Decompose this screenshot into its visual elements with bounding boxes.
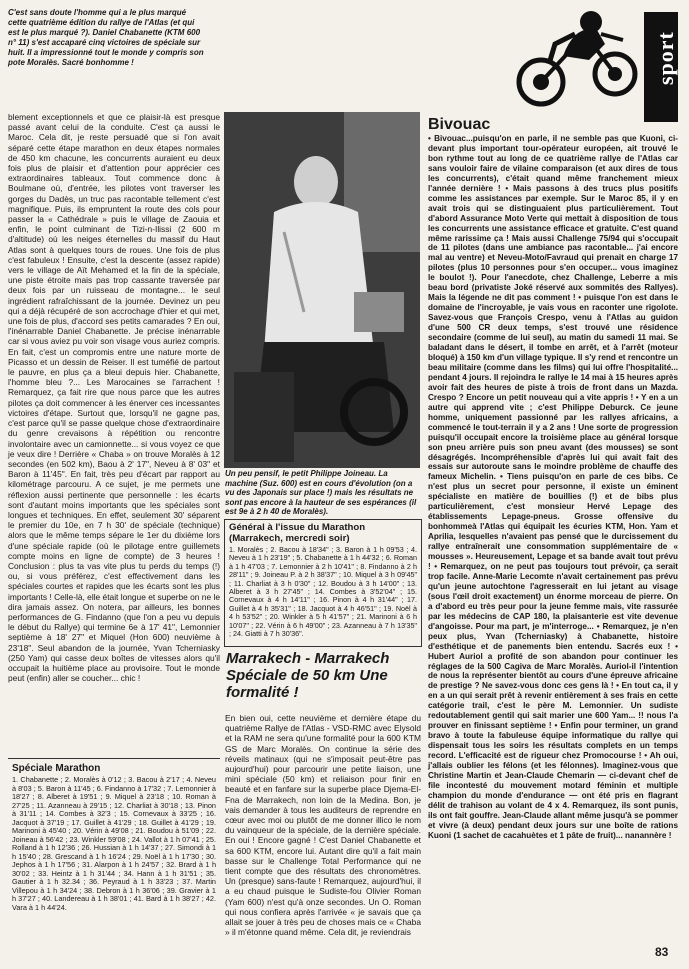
motorcycle-illustration (505, 4, 643, 114)
special-box-body: 1. Chabanette ; 2. Moralès à 0'12 ; 3. Bacou à 2'17 ; 4. Neveu à 8'03 ; 5. Baron à 11'45 ; 6. Findanno à 17'32 ; 7. Lemonnier à 18'27 ; 8. Alberet à 19'51 ; 9. Miquel à 23'18 ; 10. Roman à 27'25 ; 11. Azanneau à 29'15 ; 12. Charliat à 30'18 ; 13. Pinon à 31'11 ; 14. Combes à 32'3 ; 15. Cornevaux à 33'25 ; 16. Jacquot à 37'19 ; 17. Guillet à 41'29 ; 18. Guillet à 41'29 ; 19. Marinoni à 45'40 ; 20. Vérin à 49'08 ; 21. Boudou à 51'09 ; 22. Joineau à 56'42 ; 23. Winkler 59'08 ; 24. Vallot à 1 h 07'41 ; 25. Rolland à 1 h 12'36 ; 26. Hussian à 1 h 14'37 ; 27. Simondi à 1 h 15'40 ; 28. Grescand à 1 h 16'24 ; 29. Noël à 1 h 17'30 ; 30. Jephos à 1 h 17'56 ; 31. Alarpon à 1 h 24'57 ; 32. Brard à 1 h 30'02 ; 33. Heintz à 1 h 31'44 ; 34. Hann à 1 h 31'51 ; 35. Gautier à 1 h 32.34 ; 36. Peyraud à 1 h 33'23 ; 37. Martin Villepou à 1 h 34'24 ; 38. Debron à 1 h 36'06 ; 39. Gravier à 1 h 37'27 ; 40. Landereau à 1 h 38'01 ; 41. Bard à 1 h 38'27 ; 42. Vara à 1 h 44'24. (12, 775, 216, 912)
page-number: 83 (655, 945, 669, 959)
special-marathon-box (8, 758, 220, 969)
left-column-text (8, 112, 220, 683)
marathon-standings-box (224, 519, 422, 647)
right-column-text (428, 134, 678, 841)
rider-photo (224, 112, 420, 468)
body-paragraph: blement exceptionnels et que ce plaisir-là est presque passé avant celui de la conduite. C'est ça aussi le Maroc. Cela dit, je reste persuadé que si l'on avait séparé cette étape marathon en deux étapes normales de 450 km chacune, les concurrents auraient eu deux fois plus de plaisir et d'attention pour apprécier ces extraordinaires tableaux. Tout commence donc à Boulmane où, d'entrée, les pilotes vont traverser les gorges du Dadès, un truc pas racontable tellement c'est magnifique. Puis, ils empruntent la route des cols pour passer la « Cathédrale » puis le village de Zaouia et enfin, le point culminant de Tizi-n-Ilissi (2 600 m d'altitude) où les neiges éternelles du massif du Haut Atlas sont à quelques tours de roues. Une fois de plus c'est fabuleux ! Ensuite, c'est la descente (assez rapide) vers le village de Aït Mehamed et la fin de la spéciale, une piste étroite mais pas trop cassante traversée par deux fois par un ruisseau de montagne... le seul ingrédient rafraîchissant de la journée. Devinez un peu qui a déjà récupéré de son accrochage d'hier et qui met, une fois de plus, d'accord ses petits camarades ? En oui, l'inénarrable Daniel Chabanette. Je précise inénarrable car si vous aviez pu voir son visage vous auriez compris. En fait, c'est un compromis entre une nature morte de Picasso et un dessin de Reiser. Il est tuméfié de partout le pauvre, en plus ça a bleui depuis hier. Chabanette, l'homme bleu ?... Les Marocaines se l'arrachent ! Remarquez, ça fait rire que nous parce que les autres pilotes ça doit commencer à les énerver ces incessantes victoires d'étape. Surtout que, lorsqu'il ne gagne pas, c'est parce qu'il se passe quelque chose d'extraordinaire du genre crevaisons à répétition ou rencontre involontaire avec un camionnette... si vous voyez ce que je veux dire ! Derrière « Chaba » on trouve Moralès à 12 secondes (en 502 km), Baou à 2' 17", Neveu à 8' 03" et Baron à 11'45". En fait, très peu d'écart par rapport au kilométrage parcouru. A ce sujet, je me permets une réflexion aussi pertinente que personnelle : les écarts sont d'autant moins importants que les spéciales sont longues et techniques. En effet, seulement 30' séparent le premier du 10e, en 7 h 30' de spéciale (technique) alors que le même temps sépare le 1er du dixième lors d'une spéciale rapide (où le pilotage entre guillemets compte moins en ligne de compte) de 3 heures ! Conclusion : plus ta vas vite plus tu perds du temps (!) ou, si vous préférez, c'est effectivement dans les spéciales courtes et rapides que les écarts sont les plus importants ! Celle-là, elle était longue et superbe on ne le dira jamais assez. On notera, par ailleurs, les bonnes performances de G. Findanno (que l'on a peu vu depuis le début du Rallye) qui termine 6e à 17' 41", Lemonnier septième à 18' 27" et Miquel (Hon 600) neuvième à 23'18". Seul abandon de la journée, Yvan Tcherniasky (250 Yam) qui casse deux boîtes de vitesses alors qu'il occupait la huitième place au provisoire. Tout le monde peut (enfin) aller se coucher... chic ! (8, 112, 220, 684)
body-paragraph: • Bivouac...puisqu'on en parle, il ne semble pas que Kuoni, ci-devant plus important tour-opérateur européen, ait trouvé le bon rythme tout au long de ce quatrième rallye de l'Atlas car sans vouloir faire de vilaine comparaison (et aux dires de tous les concurrents), c'était quand même franchement mieux l'année dernière ! • Mais passons à des trucs plus positifs comme les assistances par exemple. Sur le Maroc 85, il y en avait trois qui se distinguaient plus particulièrement. Tout d'abord Assurance Moto Verte qui mettait à disposition de tous les concurrents une assistance efficace et gratuite. C'est quand même rarissime ça ! Mais aussi Challenge 75/94 qui s'occupait de 11 pilotes (dans une ambiance pas racontable... j'ai encore mal au ventre) et Neveu-Moto/Favraud qui prenait en charge 17 pilotes (plus 10 personnes pour s'en occuper... vous imaginez le boulot !). Pour l'anecdote, chez Challenge, Leberre a mis beau bord (privatiste Joké réservé aux sommités des Rallyes). Mais la légende ne dit pas comment ! • puisque l'on est dans le domaine de l'incroyable, je vais vous en raconter une rigolote. Savez-vous que François Crespo, venu à l'Atlas au guidon d'une 500 CR deux temps, s'est trouvé une résidence secondaire (comme de lui seul), au matin du samedi 11 mai. Se baladant dans le désert, il tombe en arrêt, et à l'arrêt (moteur bloqué) à 150 km d'un village typique. Il s'y rend et rencontre un beau militaire (comme dans les films) qui lui offre l'hospitalité... pendant 4 jours. Il rejoindra le rallye le 14 mai à 15 heures après avoir fait des heures de piste à trois de front dans un Mazda. Crespo ? Encore un petit nouveau qui a vite appris ! • Y en a un autre qui apprend vite ; c'est Philippe Deburck. Ce jeune homme, uniquement passionné par les rallyes africains, a commencé le tout-terrain il y a 2 ans ! Une sorte de progression puisqu'il occupait encore la troisième place au général lorsque son pneu arrière puis son pneu avant (des mousses) se sont désagrégés. Incompréhensible d'après lui qui avait fait des essais sur autoroute sans le moindre problème de chauffe des fameux Michelin. • Tiens puisqu'on en parle de ces bibs. Ce n'est plus un secret pour personne, il existe un éminent spécialiste en matière de bouillies (!) et de bibs plus particulièrement, c'est monsieur Hervé Lepage des établissements Lepage-pneus. Grosse offensive du bonhommeà l'Atlas qui équipait les écuries KTM, Hon. Yam et Aprilia, lesquelles n'avaient pas pensé que le durcissement du rallye entraînerait une consommation supplémentaire de « mousses ». Heureusement, Lepage et sa bande avait tout prévu ! • Remarquez, on ne peut pas toujours tout prévoir, ça serait trop facile. Anne-Marie Lecomte n'avait certainement pas prévu qu'un jeune autochtone l'agresserait en lui jetant au visage (sous l'œil droit exactement) un énorme morceau de pierre. On a d'abord eu très peur pour la jeune femme mais, vite rassurée par les médecins de CAP 180, la plaisanterie est vite devenue d'angoisse. Pour ma part, je m'interroge... • Remarquez, je n'en peux plus, Yvan (Tcherniasky) à Chabanette, histoire d'esthétique et de panements bien entendu. Sacrés eux ! • Hubert Auriol a profité de son abandon pour continuer les réglages de la 500 Cagiva de Marc Moralès. Auriol-il l'intention de nous la représenter bientôt au cours d'une épreuve africaine de prestige ? Ne savez-vous donc ces gens là ! • En tout ca, il y en a un qui serait prêt à revenir entièrement à ses frais en cette catégorie trail, c'est le père M. Lemonnier. Un sudiste redoutablement gentil qui sait marier une 600 Yam... !! nous l'a prouver en finissant septième ! • Enfin pour terminer, un grand bravo à toute la fabuleuse équipe informatique du rallye qui dispensait tous les soirs les résultats complets en un temps record. L'efficacité est de rigueur chez Promocourse ! • Ah oui, j'allais oublier les félons (et les félonnes). Imaginez-vous que Christine Martin et Jean-Claude Chemarin — ci-devant chef de file incontesté du mouvement motard féminin et multiple champion du monde d'endurance — ont été pris en flagrant délit de trahison au volant de 4 x 4. Remarquez, ils sont punis, ils ont fait gouffre. Jean-Claude allant même jusqu'à se pommer et vivre (à deux) pendant deux jours sur une boîte de rations Kuoni (1 sachet de cacahuètes et 1 pâte de fruit)... nanannère ! (428, 134, 678, 840)
photo-caption: Un peu pensif, le petit Philippe Joineau. La machine (Suz. 600) est en cours d'évolution (on a vu des Japonais sur place !) mais les résultats ne sont pas encore à la hauteur de ses espérances (il est 9e à 2 h 40 de Moralès). (225, 469, 417, 517)
marathon-box-title: Général à l'issue du Marathon (Marrakech, mercredi soir) (229, 522, 366, 544)
special-box-title: Spéciale Marathon (12, 763, 101, 774)
marathon-box-body: 1. Moralès ; 2. Bacou à 18'34" ; 3. Baron à 1 h 09'53 ; 4. Neveu à 1 h 23'19" ; 5. Chabanette à 1 h 44'32 ; 6. Roman à 1 h 47'03 ; 7. Lemonnier à 2 h 10'41" ; 8. Findanno à 2 h 28'11" ; 9. Joineau P. à 2 h 38'37" ; 10. Miquel à 3 h 09'45" ; 11. Charliat à 3 h 0'30" ; 12. Boudou à 3 h 14'00" ; 13. Alberet à 3 h 27'45" ; 14. Combes à 3'52'04" ; 15. Cornevaux à 4 h 14'11" ; 16. Pinon à 4 h 31'44" ; 17. Guillet à 4 h 35'31" ; 18. Jacquot à 4 h 46'51" ; 19. Noël à 4 h 53'52" ; 20. Winkler à 5 h 41'57" ; 21. Marinoni à 6 h 10'07" ; 22. Vérin à 6 h 49'00" ; 23. Azanneau à 7 h 13'35" ; 24. Giatti à 7 h 30'36". (229, 545, 417, 639)
middle-column-text (225, 713, 421, 937)
bivouac-heading: Bivouac (428, 116, 491, 133)
article-headline: Marrakech - Marrakech Spéciale de 50 km Une formalité ! (226, 650, 390, 701)
caption-top: C'est sans doute l'homme qui a le plus marqué cette quatrième édition du rallye de l'Atlas (et qui est le plus marqué ?). Daniel Chabanette (KTM 600 n° 11) s'est accaparé cinq victoires de spéciale sur huit. Il a impressionné tout le monde y compris son pote Moralès. Sacré bonhomme ! (8, 8, 204, 67)
body-paragraph: En bien oui, cette neuvième et dernière étape du quatrième Rallye de l'Atlas - VSD-RMC avec Elysold et la RAM ne sera qu'une formalité pour la 600 KTM GS de Marc Moralès. On continue la série des réveils matinaux (qui ne s'imposait peut-être pas aujourd'hui) pour parcourir une petite liaison, une mini spéciale (50 km) et reliaison pour finir en beauté et en fanfare sur la superbe place Djema-El-Fna de Marrakech, non loin de la Medina. Bon, je vais demander à tous les auditeurs de reprendre en cœur avec moi ou plutôt de me donner illico le nom du vainqueur de la spéciale, de la dernière spéciale. En oui ! Encore gagné ! C'est Daniel Chabanette et sa 600 KTM, encore lui. Autant dire qu'il a fait main basse sur le Challenge Total Performance qui ne tient compte que des résultats des chronomètres. Un (presque) sans-faute ! Remarquez, aujourd'hui, il a eu chaud puisque le Sudiste-fou Olivier Roman (Yam 600) n'est qu'à onze secondes. Un O. Roman qui nous confiera après l'arrivée « je savais que ça allait se jouer à très peu de choses mais ce « Chaba » il m'étonne quand même. Cela dit, je reviendrais (225, 713, 421, 938)
section-tab-sport: sport (644, 12, 678, 122)
